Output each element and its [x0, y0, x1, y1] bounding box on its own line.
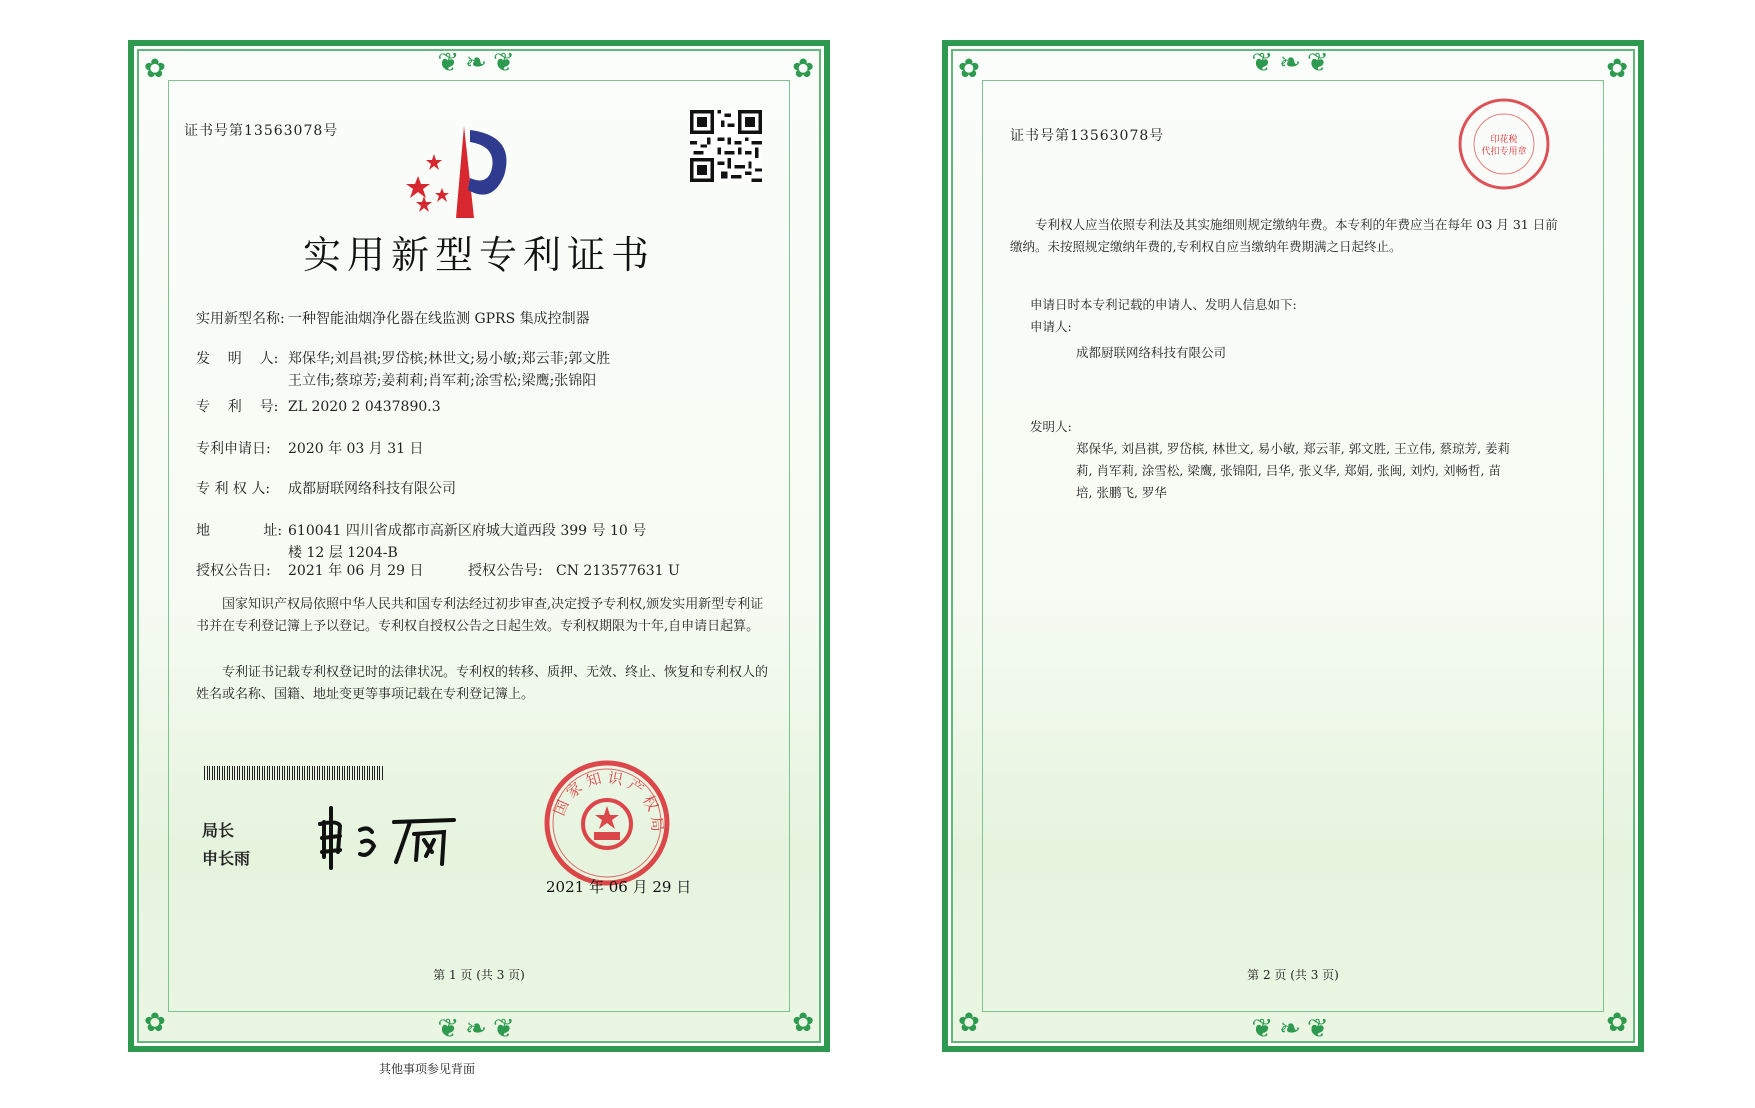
bottom-ornament: ❦❧❦ [1251, 1014, 1335, 1044]
field-value: 2020 年 03 月 31 日 [288, 441, 424, 457]
info-heading: 申请日时本专利记载的申请人、发明人信息如下: [1030, 297, 1297, 312]
patent-office-logo [404, 118, 524, 228]
corner-ornament: ✿ [144, 1008, 166, 1038]
field-value: 一种智能油烟净化器在线监测 GPRS 集成控制器 [288, 311, 590, 327]
corner-ornament: ✿ [792, 54, 814, 84]
field-label: 实用新型名称: [196, 311, 285, 327]
field-label: 授权公告日: [196, 563, 271, 579]
field-value: 610041 四川省成都市高新区府城大道西段 399 号 10 号楼 12 层 1204-B [288, 523, 647, 561]
field-application-date [196, 438, 808, 460]
top-ornament: ❦❧❦ [1251, 48, 1335, 78]
field-label: 授权公告号: [468, 563, 543, 579]
field-value: ZL 2020 2 0437890.3 [288, 399, 441, 415]
director-name: 申长雨 [202, 849, 251, 868]
svg-text:印花税: 印花税 [1490, 135, 1518, 145]
field-label: 专 利 权 人: [196, 481, 271, 497]
field-value: 郑保华;刘昌祺;罗岱槟;林世文;易小敏;郑云菲;郭文胜 王立伟;蔡琼芳;姜莉莉;肖军莉;涂雪松;梁鹰;张锦阳 [288, 351, 611, 389]
barcode [204, 766, 384, 780]
field-address [196, 520, 648, 564]
footnote: 其他事项参见背面 [379, 1062, 476, 1076]
official-seal [542, 758, 672, 888]
field-patent-number [196, 396, 808, 418]
inventor-label: 发明人: [1030, 419, 1072, 434]
corner-ornament: ✿ [1606, 1008, 1628, 1038]
page-number: 第 2 页 (共 3 页) [1247, 968, 1339, 982]
certificate-number: 证书号第13563078号 [1010, 128, 1165, 144]
field-label: 专 利 号: [196, 399, 279, 415]
corner-ornament: ✿ [144, 54, 166, 84]
corner-ornament: ✿ [1606, 54, 1628, 84]
corner-ornament: ✿ [958, 54, 980, 84]
director-title: 局长 [202, 821, 235, 840]
seal-date: 2021 年 06 月 29 日 [546, 878, 692, 896]
bottom-ornament: ❦❧❦ [437, 1014, 521, 1044]
field-label: 地 址: [196, 523, 283, 539]
top-ornament: ❦❧❦ [437, 48, 521, 78]
field-value: 2021 年 06 月 29 日 [288, 563, 424, 579]
field-label: 专利申请日: [196, 441, 271, 457]
applicant-value: 成都厨联网络科技有限公司 [1076, 345, 1227, 360]
svg-text:国 家 知 识 产 权 局: 国 家 知 识 产 权 局 [550, 768, 667, 833]
field-inventors [196, 348, 628, 392]
page-number: 第 1 页 (共 3 页) [433, 968, 525, 982]
tax-stamp-seal [1456, 96, 1552, 192]
corner-ornament: ✿ [958, 1008, 980, 1038]
certificate-page-1 [128, 40, 830, 1052]
applicant-label: 申请人: [1030, 319, 1072, 334]
grant-statement: 国家知识产权局依照中华人民共和国专利法经过初步审查,决定授予专利权,颁发实用新型专利证书并在专利登记簿上予以登记。专利权自授权公告之日起生效。专利权期限为十年,自申请日起算。 [196, 597, 764, 634]
field-label: 发 明 人: [196, 351, 279, 367]
field-value: CN 213577631 U [556, 563, 680, 579]
corner-ornament: ✿ [792, 1008, 814, 1038]
qr-code [690, 110, 762, 182]
legal-status-statement: 专利证书记载专利权登记时的法律状况。专利权的转移、质押、无效、终止、恢复和专利权人的姓名或名称、国籍、地址变更等事项记载在专利登记簿上。 [196, 665, 769, 702]
field-value: 成都厨联网络科技有限公司 [288, 481, 456, 497]
inventor-value: 郑保华, 刘昌祺, 罗岱槟, 林世文, 易小敏, 郑云菲, 郭文胜, 王立伟, 蔡琼芳, 姜莉莉, 肖军莉, 涂雪松, 梁鹰, 张锦阳, 吕华, 张义华, 郑娟, 张闽, 刘灼, 刘畅哲, 苗培, 张鹏飞, 罗华 [1076, 441, 1511, 500]
field-utility-model-name [196, 308, 808, 330]
certificate-page-2 [942, 40, 1644, 1052]
svg-text:代扣专用章: 代扣专用章 [1481, 147, 1527, 157]
field-patent-holder [196, 478, 808, 500]
certificate-number: 证书号第13563078号 [184, 123, 339, 139]
certificate-title: 实用新型专利证书 [302, 233, 655, 277]
field-grant-date [196, 560, 716, 582]
annual-fee-notice: 专利权人应当依照专利法及其实施细则规定缴纳年费。本专利的年费应当在每年 03 月 31 日前缴纳。未按照规定缴纳年费的,专利权自应当缴纳年费期满之日起终止。 [1010, 217, 1558, 254]
director-signature [314, 802, 464, 872]
